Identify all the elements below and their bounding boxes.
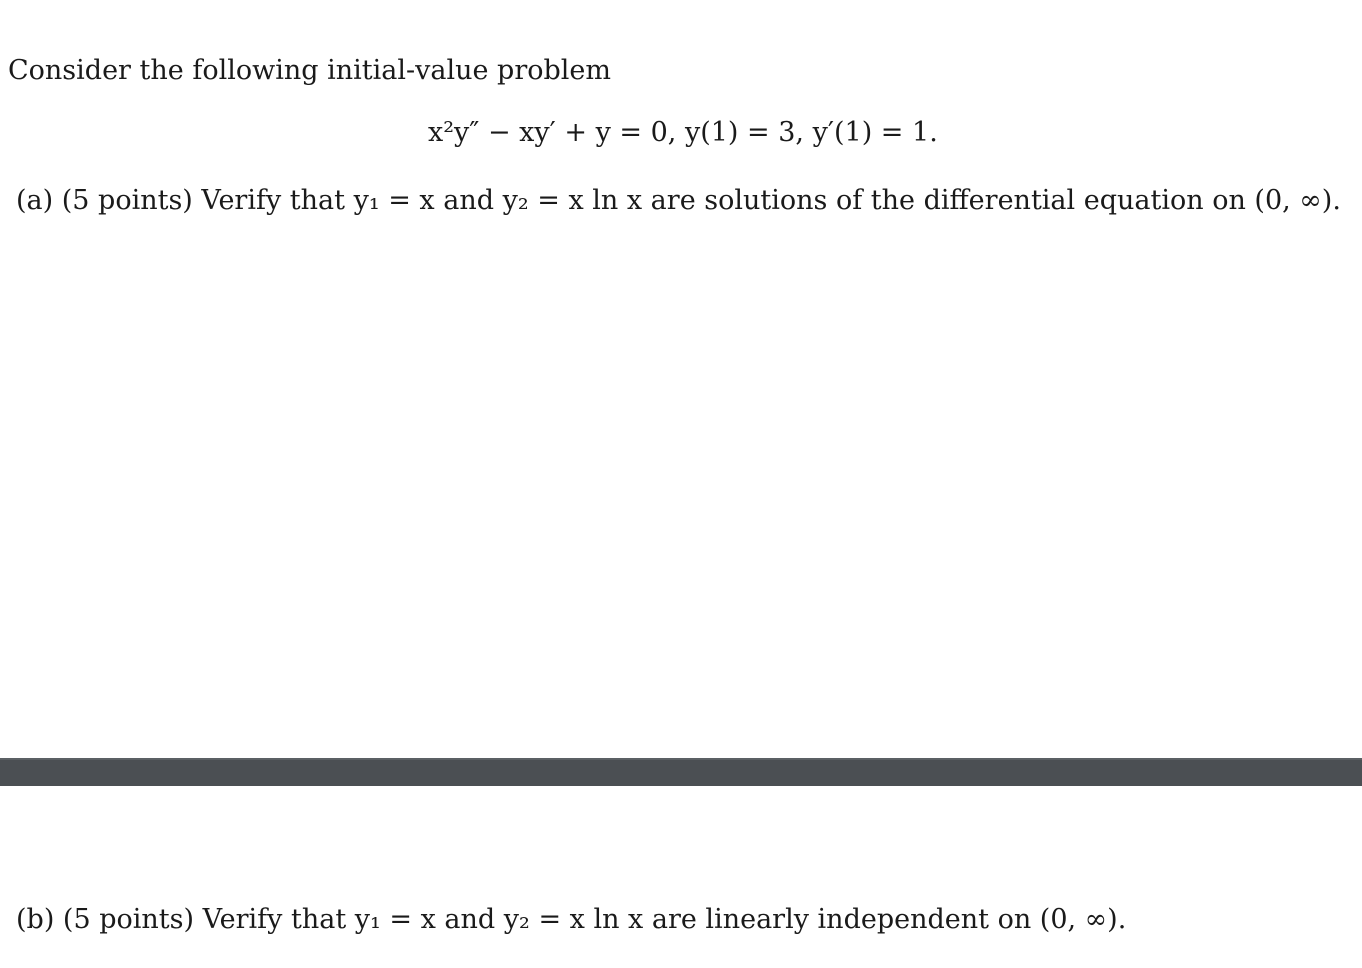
initial-value-equation: x²y″ − xy′ + y = 0, y(1) = 3, y′(1) = 1.	[428, 117, 938, 148]
page-divider-bar	[0, 758, 1362, 786]
part-b-question: (b) (5 points) Verify that y₁ = x and y₂ = x ln x are linearly independent on (0, ∞).	[16, 904, 1127, 935]
part-a-question: (a) (5 points) Verify that y₁ = x and y₂ = x ln x are solutions of the differential equation on (0, ∞).	[16, 185, 1341, 216]
problem-intro: Consider the following initial-value problem	[8, 55, 612, 86]
